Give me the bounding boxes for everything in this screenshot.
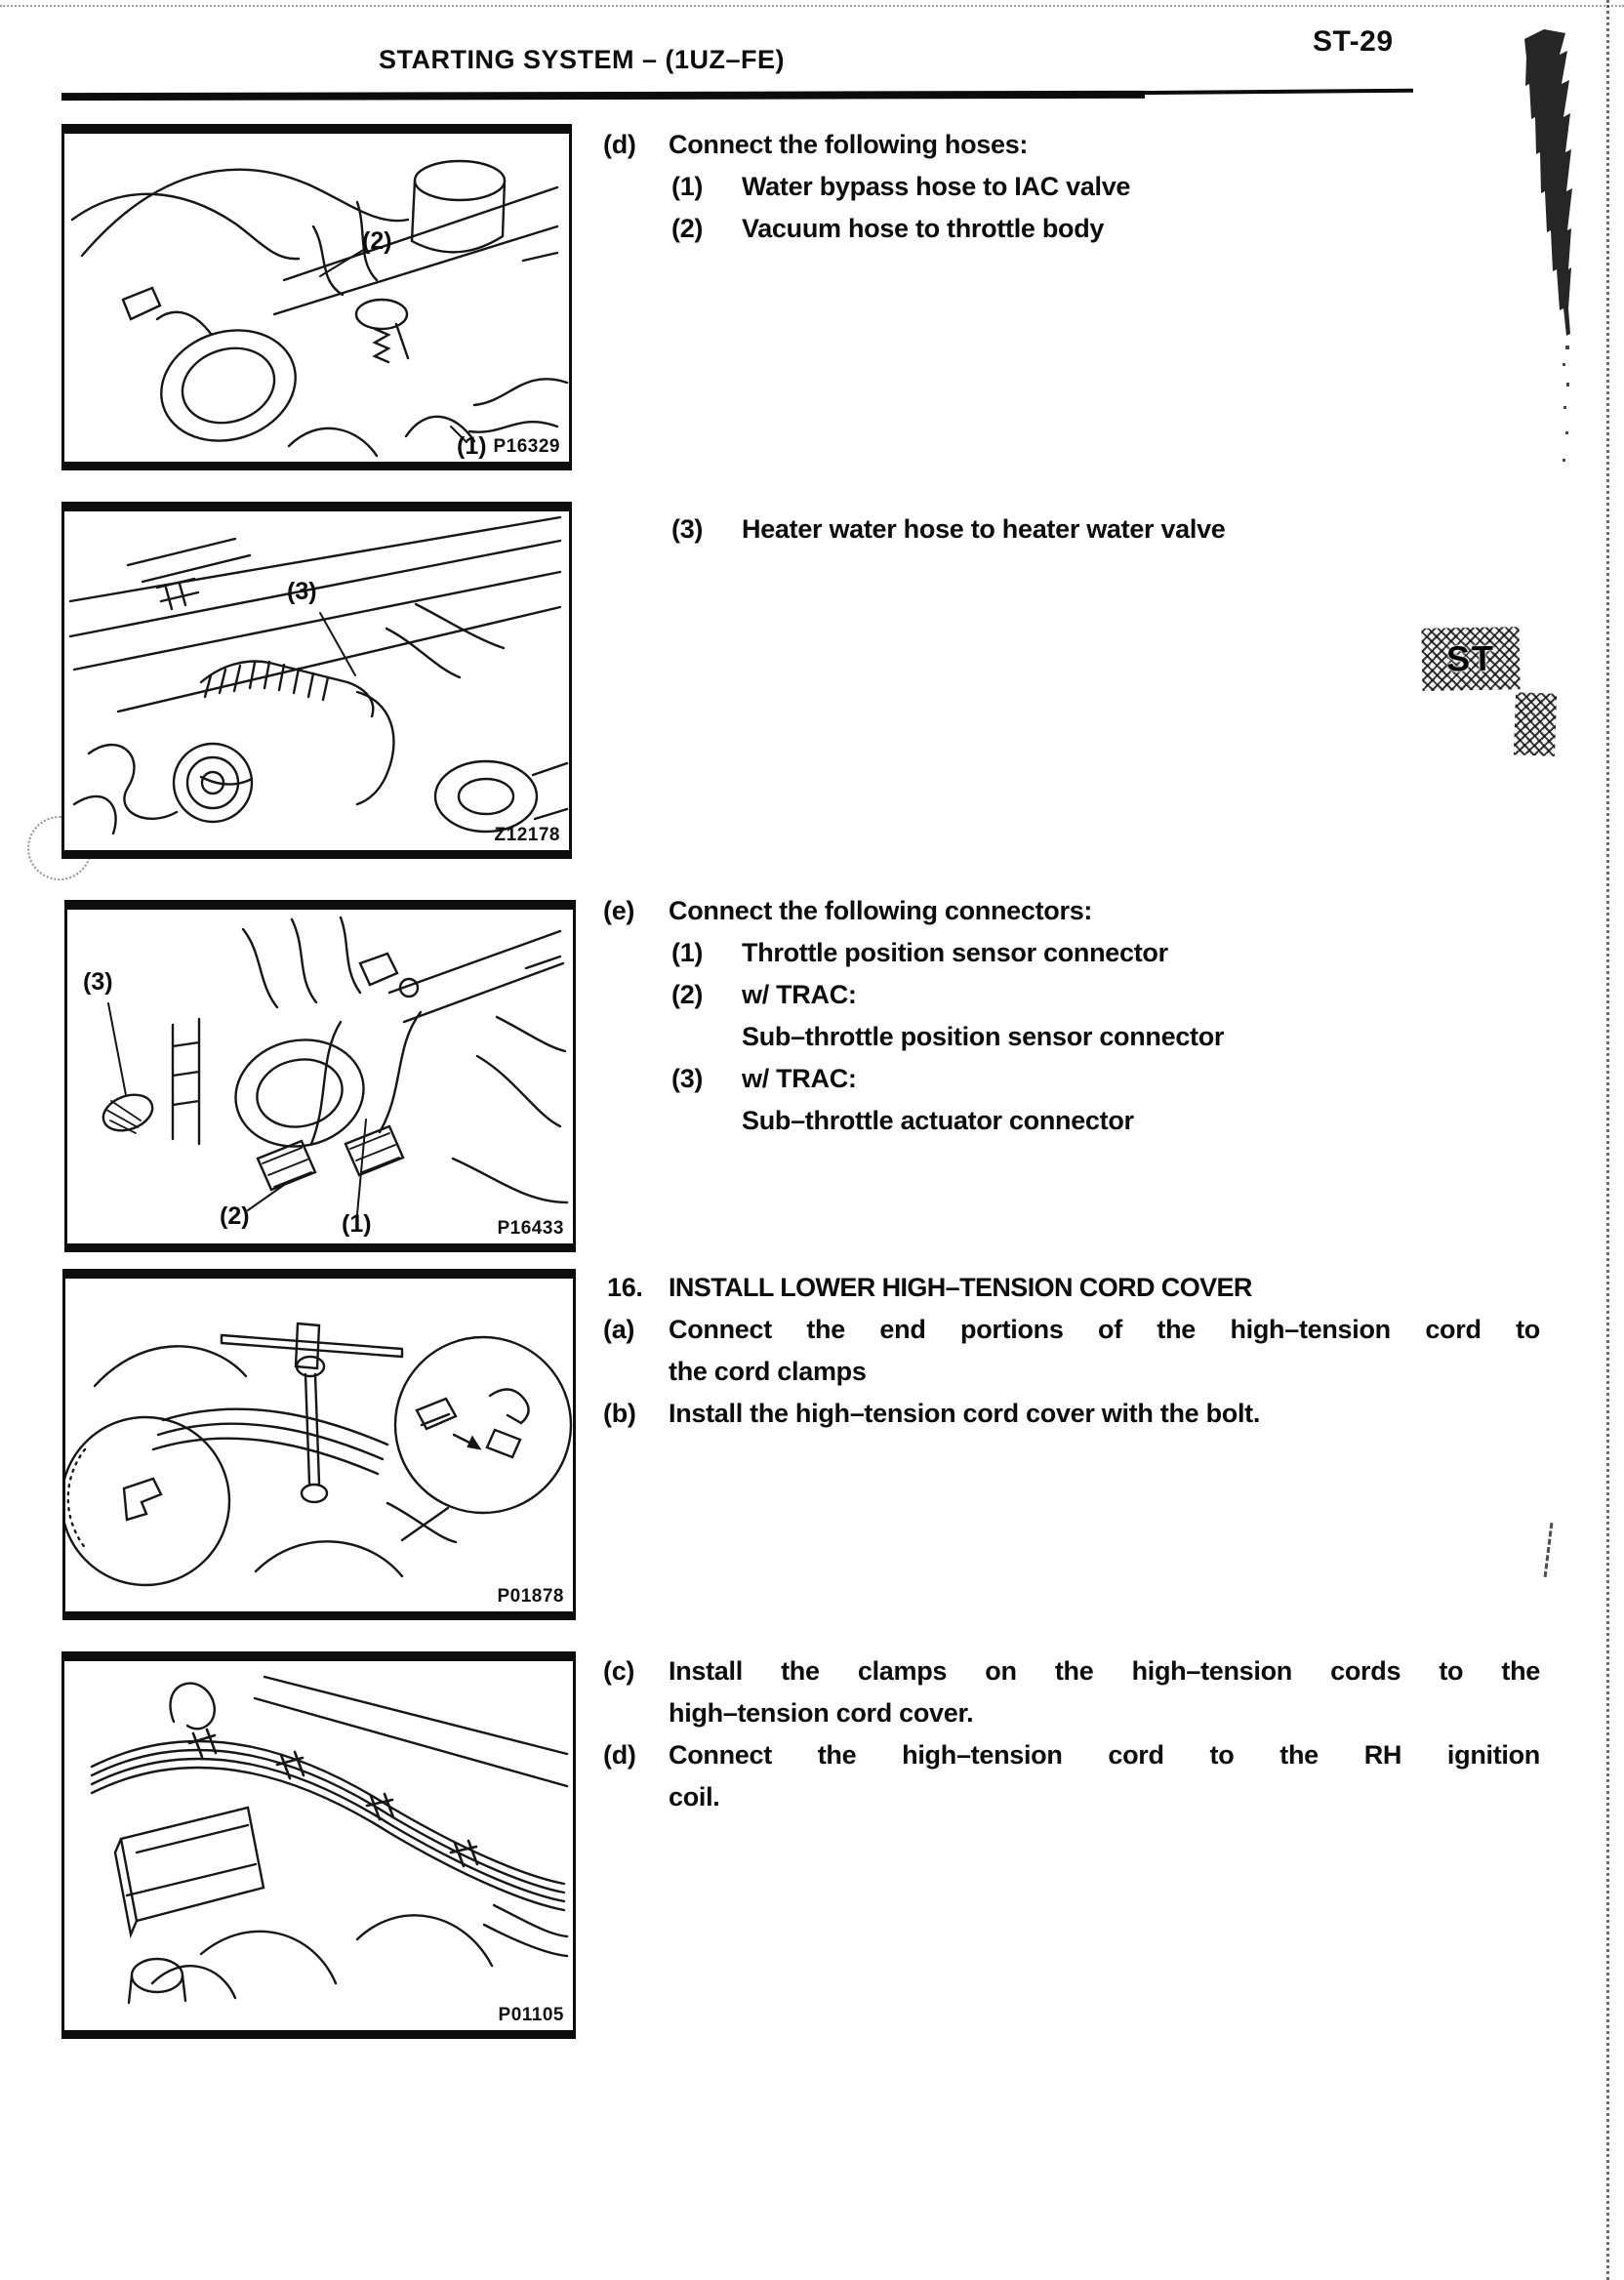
step-text: Install the clamps on the high–tension cords to the <box>669 1656 1540 1686</box>
instruction-line <box>603 212 1560 249</box>
item-text-continued: Sub–throttle position sensor connector <box>742 1022 1225 1051</box>
item-number: (3) <box>671 514 704 544</box>
callout-label: (3) <box>287 578 317 605</box>
instruction-line <box>603 1738 1560 1775</box>
instruction-line <box>603 894 1560 931</box>
instruction-line <box>603 1020 1560 1057</box>
instruction-line <box>603 1104 1560 1141</box>
step-text-continued: high–tension cord cover. <box>669 1698 974 1728</box>
side-tab-label: ST <box>1445 637 1496 679</box>
step-text: Connect the following hoses: <box>669 130 1029 159</box>
step-letter: (e) <box>603 896 635 925</box>
step-letter: (d) <box>603 1740 636 1770</box>
item-text-continued: Sub–throttle actuator connector <box>742 1106 1134 1135</box>
callout-label: (1) <box>457 432 487 460</box>
callout-label: (1) <box>342 1210 372 1238</box>
item-number: (1) <box>671 938 704 967</box>
high-tension-cords-illustration <box>64 1661 573 2030</box>
engine-hoses-illustration <box>64 134 569 462</box>
step-letter: (c) <box>603 1656 635 1686</box>
item-text: w/ TRAC: <box>742 1064 857 1093</box>
figure-code: P01878 <box>497 1586 564 1607</box>
callout-label: (2) <box>362 227 392 255</box>
instruction-line <box>603 128 1560 165</box>
callout-label: (2) <box>220 1202 250 1230</box>
figure-cord-cover <box>62 1269 576 1620</box>
item-text: Vacuum hose to throttle body <box>742 214 1105 243</box>
instruction-line <box>603 512 1560 550</box>
instruction-line <box>603 170 1560 207</box>
header-rule <box>61 91 1145 101</box>
instruction-line <box>603 1271 1560 1308</box>
step-text: Connect the high–tension cord to the RH ignition <box>669 1740 1540 1770</box>
page-number: ST-29 <box>1313 25 1394 58</box>
step-letter: (a) <box>603 1315 635 1344</box>
figure-connectors <box>64 900 576 1252</box>
item-number: (3) <box>671 1064 704 1093</box>
page-title: STARTING SYSTEM – (1UZ–FE) <box>379 45 786 74</box>
instruction-line <box>603 936 1560 973</box>
figure-code: P16329 <box>493 436 560 457</box>
scan-edge-dots-right <box>1606 0 1609 2280</box>
figure-code: Z12178 <box>494 825 560 845</box>
figure-code: P16433 <box>497 1218 564 1239</box>
figure-heater-hose <box>61 502 572 859</box>
item-number: (2) <box>671 980 704 1009</box>
instruction-line <box>603 1397 1560 1434</box>
figure-code: P01105 <box>498 2005 564 2025</box>
side-tab-badge <box>1421 627 1520 691</box>
instruction-line <box>603 1313 1560 1350</box>
instruction-line <box>603 1696 1560 1733</box>
step-text: Connect the end portions of the high–tension cord to <box>669 1315 1540 1344</box>
item-text: w/ TRAC: <box>742 980 857 1009</box>
callout-label: (3) <box>83 968 113 996</box>
figure-ignition-cords <box>61 1651 576 2039</box>
instruction-line <box>603 1780 1560 1817</box>
item-number: (1) <box>671 172 704 201</box>
header-rule-tail <box>1122 89 1413 96</box>
figure-hose-connections <box>61 124 572 470</box>
step-text: Install the high–tension cord cover with the bolt. <box>669 1399 1261 1428</box>
step-letter: (b) <box>603 1399 636 1428</box>
step-text-continued: the cord clamps <box>669 1357 867 1386</box>
step-letter: (d) <box>603 130 636 159</box>
throttle-connectors-illustration <box>67 910 573 1243</box>
step-text: Connect the following connectors: <box>669 896 1093 925</box>
scan-edge-dots-top <box>0 5 1624 7</box>
item-number: (2) <box>671 214 704 243</box>
step-number: 16. <box>607 1273 643 1302</box>
item-text: Heater water hose to heater water valve <box>742 514 1226 544</box>
scan-mark <box>1544 1523 1554 1577</box>
instruction-line <box>603 978 1560 1015</box>
instruction-line <box>603 1355 1560 1392</box>
instruction-line <box>603 1654 1560 1691</box>
item-text: Throttle position sensor connector <box>742 938 1168 967</box>
step-text-continued: coil. <box>669 1782 720 1812</box>
engine-bay-illustration <box>64 511 569 850</box>
step-heading: INSTALL LOWER HIGH–TENSION CORD COVER <box>669 1273 1252 1302</box>
side-tab-chip <box>1514 692 1557 755</box>
cord-clamp-illustration <box>65 1279 573 1611</box>
item-text: Water bypass hose to IAC valve <box>742 172 1131 201</box>
instruction-line <box>603 1062 1560 1099</box>
